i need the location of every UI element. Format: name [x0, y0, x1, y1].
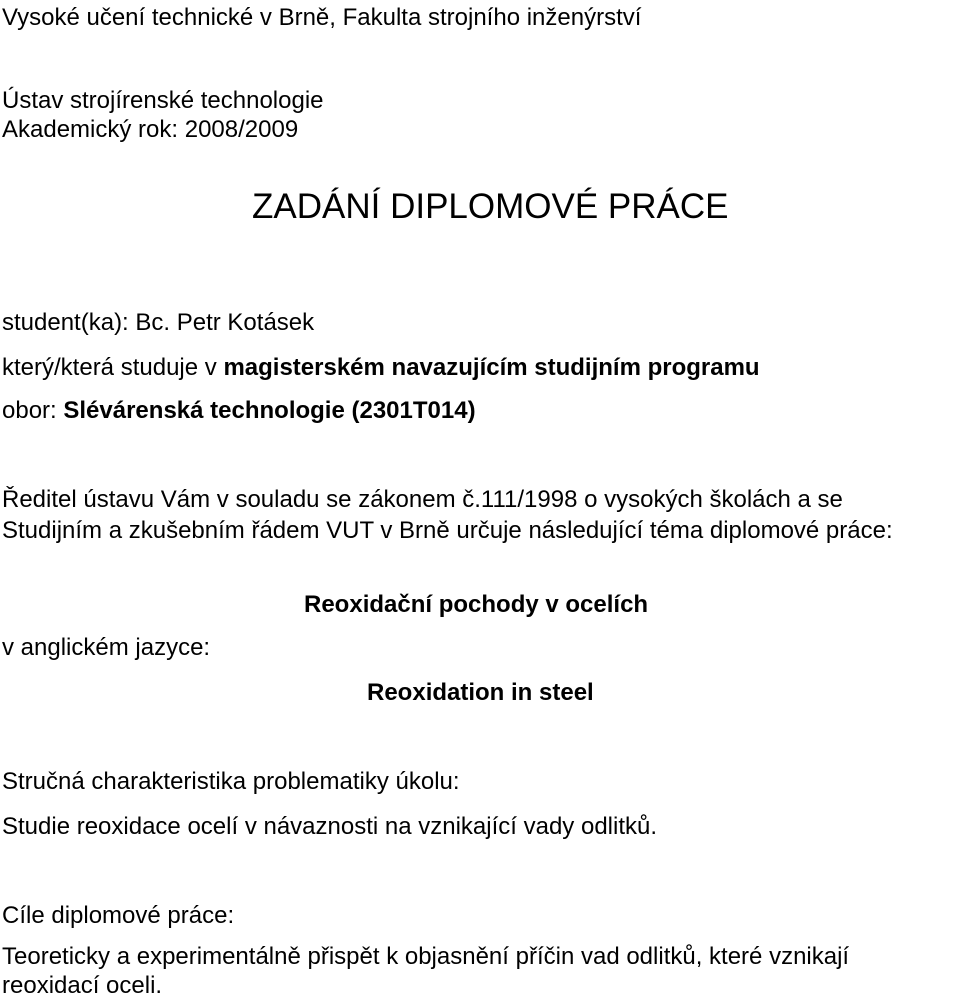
- field-line: [2, 397, 476, 425]
- topic-czech: Reoxidační pochody v ocelích: [304, 591, 649, 618]
- characteristics-heading: Stručná charakteristika problematiky úkolu:: [2, 768, 460, 795]
- topic-english: Reoxidation in steel: [367, 679, 594, 706]
- assignment-line-2: Studijním a zkušebním řádem VUT v Brně určuje následující téma diplomové práce:: [2, 517, 893, 544]
- study-program-line: [2, 354, 760, 382]
- field-prefix: obor:: [2, 397, 64, 424]
- characteristics-text: Studie reoxidace ocelí v návaznosti na vznikající vady odlitků.: [2, 813, 658, 840]
- goals-heading: Cíle diplomové práce:: [2, 902, 235, 929]
- student-line: student(ka): Bc. Petr Kotásek: [2, 309, 315, 336]
- goals-line-1: Teoreticky a experimentálně přispět k objasnění příčin vad odlitků, které vznikají: [2, 943, 850, 970]
- field-name: Slévárenská technologie (2301T014): [63, 397, 476, 424]
- document-title: ZADÁNÍ DIPLOMOVÉ PRÁCE: [252, 187, 729, 226]
- university-header: Vysoké učení technické v Brně, Fakulta strojního inženýrství: [2, 4, 642, 31]
- study-program-name: magisterském navazujícím studijním programu: [223, 354, 760, 381]
- study-program-prefix: který/která studuje v: [2, 354, 224, 381]
- english-label: v anglickém jazyce:: [2, 634, 211, 661]
- institute-name: Ústav strojírenské technologie: [2, 87, 324, 114]
- goals-line-2: reoxidací oceli.: [2, 972, 163, 999]
- assignment-line-1: Ředitel ústavu Vám v souladu se zákonem č.111/1998 o vysokých školách a se: [2, 486, 843, 513]
- academic-year: Akademický rok: 2008/2009: [2, 116, 299, 143]
